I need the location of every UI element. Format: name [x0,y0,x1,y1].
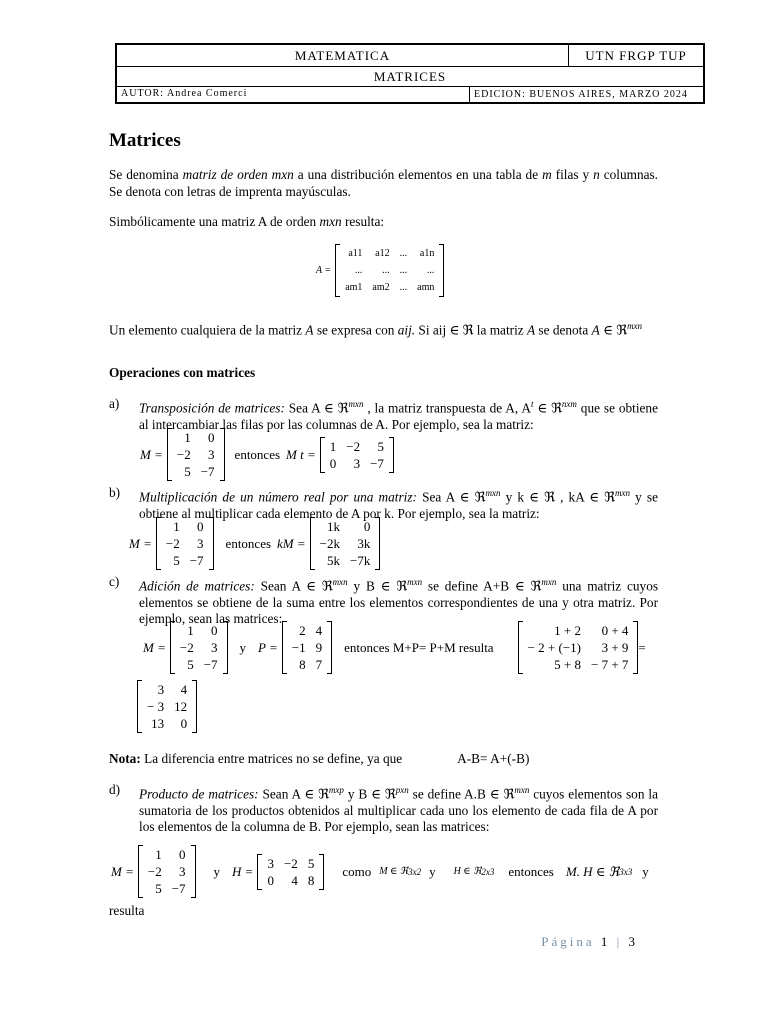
matrix-brackets [282,621,332,674]
matrix-cell: 13 [151,716,165,731]
matrix-brackets [167,428,225,481]
author-cell: AUTOR: Andrea Comerci [117,87,470,102]
matrix-cell: 4 [180,682,188,697]
matrix-cell: a12 [375,248,390,259]
page-footer [541,934,638,950]
matrix-brackets [170,621,228,674]
matrix-cell: 5 [184,464,191,479]
matrix-A [316,244,444,297]
matrix-cell: −2k [319,536,340,551]
matrix-brackets [137,680,197,733]
nota: Nota: La diferencia entre matrices no se define, ya que A-B= A+(-B) [109,751,530,766]
matrix-cell: 8 [299,657,306,672]
matrix-cell: −7 [200,464,215,479]
matrix-cell: 0 [267,872,274,888]
matrix-cell: 0 [208,430,215,445]
matrix-cell: 5 [307,855,315,871]
subject-cell: MATEMATICA [117,45,569,66]
matrix-cell: −2 [176,447,191,462]
section-heading: Operaciones con matrices [109,365,256,380]
matrix-cell: 5k [327,553,340,568]
matrix-P [258,621,332,674]
matrix-brackets [335,244,444,297]
matrix-name: kM = [277,535,306,551]
scalar-example: M = 1 −2 5 0 3 −7 entonces kM = 1k −2k 5k 0 3k −7k [129,517,380,570]
matrix-cell: 4 [291,872,298,888]
matrix-cell: ... [354,265,363,276]
matrix-cell: 12 [174,699,188,714]
matrix-cell: 0 [197,519,204,534]
matrix-cell: 0 [211,623,218,638]
page-number: 1 [600,934,611,949]
matrix-cell: 1 [187,623,194,638]
matrix-kM [277,517,380,570]
matrix-cell: −2 [346,438,361,454]
matrix-cell: 5 [155,881,162,896]
matrix-cell: 3 [157,682,165,697]
matrix-brackets [320,437,394,473]
matrix-name: A = [316,265,332,276]
page-label: Página [541,934,595,949]
matrix-cell: 3 [208,447,215,462]
matrix-name: H = [232,863,254,879]
matrix-cell: 5 [377,438,384,454]
matrix-cell: 8 [307,872,315,888]
matrix-cell: 1k [327,519,340,534]
matrix-cell: −7k [350,553,371,568]
matrix-cell: 0 [329,455,337,471]
matrix-brackets [138,845,196,898]
matrix-cell: 3 [211,640,218,655]
matrix-brackets [310,517,381,570]
matrix-name: M = [143,639,166,655]
matrix-M [111,845,196,898]
header-table [115,43,705,104]
matrix-cell: a11 [348,248,363,259]
matrix-cell: − 3 [147,699,165,714]
matrix-cell: 3 [267,855,274,871]
matrix-cell: − 7 + 7 [591,657,629,672]
matrix-H [232,854,324,890]
matrix-cell: 7 [315,657,323,672]
document-page: MATEMATICA UTN FRGP TUP MATRICES AUTOR: Andrea Comerci EDICION: BUENOS AIRES, MARZO 2024 Matrices Se denomina matriz de orden mxn a una distribución elementos en una tabla de m filas y n columnas. Se denota con letras de imprenta mayúsculas. Simbólicamente una matriz A de orden mxn resulta: A = a11 ... am1 a12 ... am2 ... ... ... a1n ... amn Un elemento cualquiera de la matriz A se expresa con aij. Si aij ∈ ℜ la matriz A se denota A ∈ ℜ$^{mxn}$ Operaciones con matrices a) Transposición de matrices: Sea A ∈ ℜ$^{mxn}$ , la matriz transpuesta de A, $A^t$ ∈ ℜ$^{nxm}$ que se obtiene al intercambiar las filas por las columnas de A. Por ejemplo, sea la matriz: M = 1 −2 5 0 3 −7 entonces M t = 1 0 −2 3 5 −7 b) Multiplicación de un número real por una matriz: Sea A ∈ ℜ$^{mxn}$ y k ∈ ℜ , kA ∈ ℜ$^{mxn}$ y se obtiene al multiplicar cada elemento de A por k. Por ejemplo, sea la matriz: M = 1 −2 5 0 3 −7 entonces kM = 1k −2k 5k 0 3k −7k c) Adición de matrices: Sean A ∈ ℜ$^{mxn}$ y B ∈ ℜ$^{mxn}$ se define A+B ∈ ℜ$^{mxn}$ una matriz cuyos elementos se obtiene de la suma entre los elementos correspondientes de una y otra matriz. Por ejemplo, sean las matrices: M = 1 −2 5 0 3 −7 y P = 2 −1 8 4 9 7 entonces M+P= P+M resulta 1 + 2 − 2 + (−1) 5 + 8 0 + 4 3 + 9 − 7 + 7 = 3 − 3 13 4 12 0 Nota: La diferencia entre matrices no se define, ya que A-B= A+(-B) d) Producto de matrices: Sean A ∈ ℜ$^{mxp}$ y B ∈ ℜ$^{pxn}$ se define A.B ∈ ℜ$^{mxn}$ cuyos elementos son la sumatoria de los productos obtenidos al multiplicar cada uno los elemento de cada fila de A por los elementos de la columna de B. Por ejemplo, sean las matrices: M = 1 −2 5 0 3 −7 y H = 3 0 −2 4 5 8 como M ∈ ℜ 3x2 y H ∈ ℜ 2x3 entonces M. H ∈ ℜ 3x3 y resulta Página 1 | 3 [0,0,768,1024]
definition-paragraph: Se denomina matriz de orden mxn a una distribución elementos en una tabla de m filas y n columnas. Se denota con letras de imprenta mayúsculas. [109,167,659,199]
matrix-cell: 5 [173,553,180,568]
matrix-M [140,428,225,481]
matrix-M [129,517,214,570]
element-paragraph: Un elemento cualquiera de la matriz A se expresa con aij. Si aij ∈ ℜ la matriz A se denota A ∈ ℜ$^{mxn}$ [109,321,643,338]
matrix-brackets [156,517,214,570]
page-separator: | [616,934,623,949]
matrix-cell: −7 [203,657,218,672]
matrix-cell: 1 + 2 [554,623,581,638]
matrix-cell: 2 [299,623,306,638]
matrix-name: P = [258,639,278,655]
matrix-cell: am1 [345,282,363,293]
matrix-brackets [257,854,324,890]
matrix-cell: ... [399,265,408,276]
matrix-cell: −2 [147,864,162,879]
addition-example: M = 1 −2 5 0 3 −7 y P = 2 −1 8 4 9 7 entonces M+P= P+M resulta 1 + 2 − 2 + (−1) 5 + 8 0 + 4 3 + 9 − 7 + 7 = [143,623,646,672]
matrix-M [143,621,228,674]
page-title: Matrices [109,130,181,151]
matrix-cell: ... [426,265,435,276]
page-total: 3 [628,934,638,949]
matrix-cell: 1 [329,438,337,454]
matrix-cell: 1 [184,430,191,445]
product-example: M = 1 −2 5 0 3 −7 y H = 3 0 −2 4 5 8 como M ∈ ℜ 3x2 y H ∈ ℜ 2x3 entonces M. H ∈ ℜ 3x3 y [111,847,649,896]
matrix-cell: −1 [291,640,306,655]
matrix-name: M t = [286,446,316,462]
matrix-cell: −7 [189,553,204,568]
matrix-M-transpose [286,437,394,473]
matrix-cell: 0 [363,519,371,534]
matrix-cell: 3 [179,864,186,879]
matrix-sum-expanded [518,621,639,674]
matrix-cell: 5 + 8 [554,657,581,672]
matrix-cell: 3 [353,455,361,471]
matrix-cell: 5 [187,657,194,672]
matrix-cell: 1 [173,519,180,534]
matrix-cell: 0 [180,716,188,731]
matrix-sum-result [137,680,197,733]
matrix-cell: −7 [171,881,186,896]
resulta-text: resulta [109,903,145,918]
matrix-cell: −2 [179,640,194,655]
edition-cell: EDICION: BUENOS AIRES, MARZO 2024 [474,89,688,100]
matrix-name: M = [129,535,152,551]
matrix-cell: 1 [155,847,162,862]
topic-cell: MATRICES [117,67,703,87]
matrix-name: M = [111,863,134,879]
matrix-cell: 9 [315,640,323,655]
matrix-cell: ... [399,282,408,293]
transposition-example: M = 1 −2 5 0 3 −7 entonces M t = 1 0 −2 3 5 −7 [140,428,394,481]
matrix-cell: 3k [357,536,371,551]
matrix-cell: amn [417,282,435,293]
matrix-cell: −2 [165,536,180,551]
matrix-cell: −2 [283,855,298,871]
institution-cell: UTN FRGP TUP [585,48,687,63]
matrix-cell: a1n [419,248,435,259]
matrix-cell: 3 [197,536,204,551]
symbolic-paragraph: Simbólicamente una matriz A de orden mxn resulta: [109,214,385,229]
matrix-cell: −7 [370,455,384,471]
matrix-cell: 0 [179,847,186,862]
matrix-cell: 3 + 9 [601,640,629,655]
matrix-brackets [518,621,639,674]
matrix-cell: 4 [315,623,323,638]
matrix-name: M = [140,446,163,462]
matrix-cell: ... [382,265,390,276]
matrix-cell: − 2 + (−1) [527,640,581,655]
matrix-cell: am2 [372,282,390,293]
matrix-cell: ... [399,248,408,259]
matrix-cell: 0 + 4 [601,623,629,638]
